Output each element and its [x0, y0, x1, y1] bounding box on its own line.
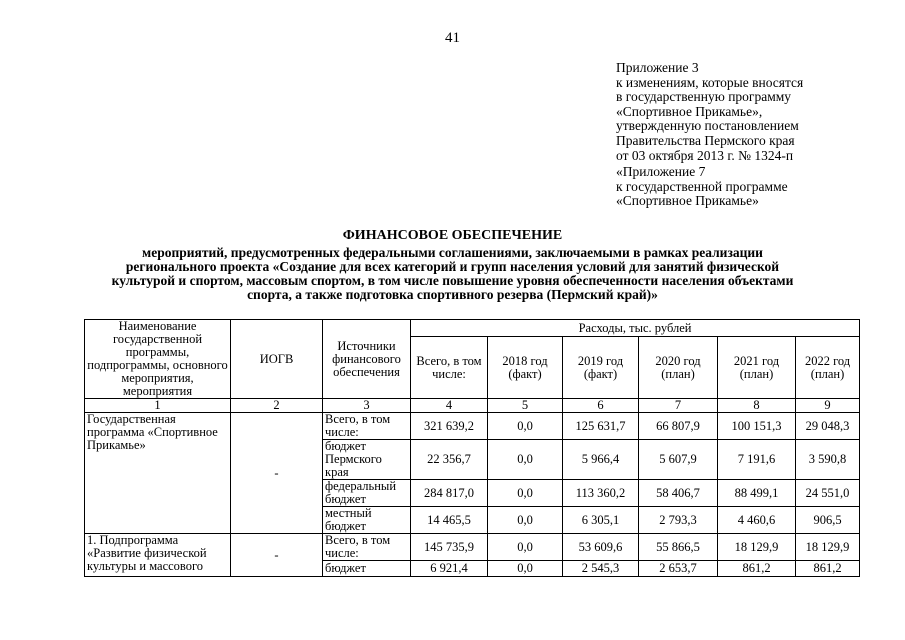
col-number: 9	[796, 399, 860, 413]
value-cell: 0,0	[488, 534, 563, 561]
appendix-line: от 03 октября 2013 г. № 1324-п	[616, 147, 794, 163]
value-cell: 0,0	[488, 507, 563, 534]
value-cell: 100 151,3	[718, 413, 796, 440]
program-name: Государственная программа «Спортивное Прикамье»	[85, 413, 231, 534]
source-cell: бюджет Пермского края	[323, 440, 411, 480]
value-cell: 125 631,7	[563, 413, 639, 440]
header-2018: 2018 год (факт)	[488, 337, 563, 399]
value-cell: 321 639,2	[411, 413, 488, 440]
subprogram-iogv: -	[231, 534, 323, 577]
value-cell: 53 609,6	[563, 534, 639, 561]
source-cell: местный бюджет	[323, 507, 411, 534]
source-cell: Всего, в том числе:	[323, 534, 411, 561]
appendix-line: к изменениям, которые вносятся	[616, 74, 804, 90]
value-cell: 88 499,1	[718, 480, 796, 507]
value-cell: 6 305,1	[563, 507, 639, 534]
col-number: 3	[323, 399, 411, 413]
subtitle-line: регионального проекта «Создание для всех категорий и групп населения условий для занятий физической	[125, 259, 780, 274]
header-iogv: ИОГВ	[231, 320, 323, 399]
appendix-7-block	[616, 165, 896, 209]
value-cell: 14 465,5	[411, 507, 488, 534]
page-number: 41	[445, 30, 460, 46]
value-cell: 0,0	[488, 561, 563, 577]
appendix-7-line: «Приложение 7	[616, 164, 706, 179]
value-cell: 7 191,6	[718, 440, 796, 480]
value-cell: 2 793,3	[639, 507, 718, 534]
value-cell: 18 129,9	[796, 534, 860, 561]
header-name: Наименование государственной программы, подпрограммы, основного мероприятия, мероприятия	[85, 320, 231, 399]
value-cell: 861,2	[796, 561, 860, 577]
table-row	[85, 413, 860, 440]
col-number: 2	[231, 399, 323, 413]
value-cell: 55 866,5	[639, 534, 718, 561]
subtitle-line: культурой и спортом, массовым спортом, в том числе повышение уровня обеспеченности населения объектами	[111, 273, 794, 288]
financing-table	[84, 319, 860, 577]
value-cell: 24 551,0	[796, 480, 860, 507]
header-2022: 2022 год (план)	[796, 337, 860, 399]
value-cell: 145 735,9	[411, 534, 488, 561]
appendix-line: «Спортивное Прикамье»,	[616, 103, 763, 119]
value-cell: 0,0	[488, 440, 563, 480]
table-row	[85, 534, 860, 561]
value-cell: 4 460,6	[718, 507, 796, 534]
col-number: 4	[411, 399, 488, 413]
value-cell: 861,2	[718, 561, 796, 577]
value-cell: 906,5	[796, 507, 860, 534]
col-number: 7	[639, 399, 718, 413]
value-cell: 2 545,3	[563, 561, 639, 577]
value-cell: 113 360,2	[563, 480, 639, 507]
value-cell: 2 653,7	[639, 561, 718, 577]
header-expenses: Расходы, тыс. рублей	[411, 320, 860, 337]
appendix-line: Правительства Пермского края	[616, 132, 795, 148]
header-source: Источники финансового обеспечения	[323, 320, 411, 399]
document-subtitle	[60, 246, 845, 302]
value-cell: 0,0	[488, 480, 563, 507]
col-number: 5	[488, 399, 563, 413]
source-cell: федеральный бюджет	[323, 480, 411, 507]
value-cell: 66 807,9	[639, 413, 718, 440]
col-number: 6	[563, 399, 639, 413]
value-cell: 3 590,8	[796, 440, 860, 480]
appendix-line: Приложение 3	[616, 60, 699, 75]
value-cell: 5 607,9	[639, 440, 718, 480]
appendix-block	[616, 61, 896, 163]
value-cell: 58 406,7	[639, 480, 718, 507]
value-cell: 22 356,7	[411, 440, 488, 480]
subtitle-line: мероприятий, предусмотренных федеральными соглашениями, заключаемыми в рамках реализации	[142, 245, 763, 260]
header-2019: 2019 год (факт)	[563, 337, 639, 399]
appendix-7-line: к государственной программе	[616, 178, 788, 194]
appendix-line: в государственную программу	[616, 89, 792, 105]
col-number: 1	[85, 399, 231, 413]
value-cell: 0,0	[488, 413, 563, 440]
value-cell: 18 129,9	[718, 534, 796, 561]
column-number-row	[85, 399, 860, 413]
appendix-7-line: «Спортивное Прикамье»	[616, 193, 759, 209]
col-number: 8	[718, 399, 796, 413]
value-cell: 284 817,0	[411, 480, 488, 507]
value-cell: 5 966,4	[563, 440, 639, 480]
value-cell: 29 048,3	[796, 413, 860, 440]
source-cell: бюджет	[323, 561, 411, 577]
header-total: Всего, в том числе:	[411, 337, 488, 399]
document-title: ФИНАНСОВОЕ ОБЕСПЕЧЕНИЕ	[342, 228, 563, 243]
header-2020: 2020 год (план)	[639, 337, 718, 399]
subprogram-name: 1. Подпрограмма «Развитие физической культуры и массового	[85, 534, 231, 577]
source-cell: Всего, в том числе:	[323, 413, 411, 440]
subtitle-line: спорта, а также подготовка спортивного резерва (Пермский край)»	[247, 287, 658, 302]
header-2021: 2021 год (план)	[718, 337, 796, 399]
value-cell: 6 921,4	[411, 561, 488, 577]
appendix-line: утвержденную постановлением	[616, 118, 799, 134]
program-iogv: -	[231, 413, 323, 534]
